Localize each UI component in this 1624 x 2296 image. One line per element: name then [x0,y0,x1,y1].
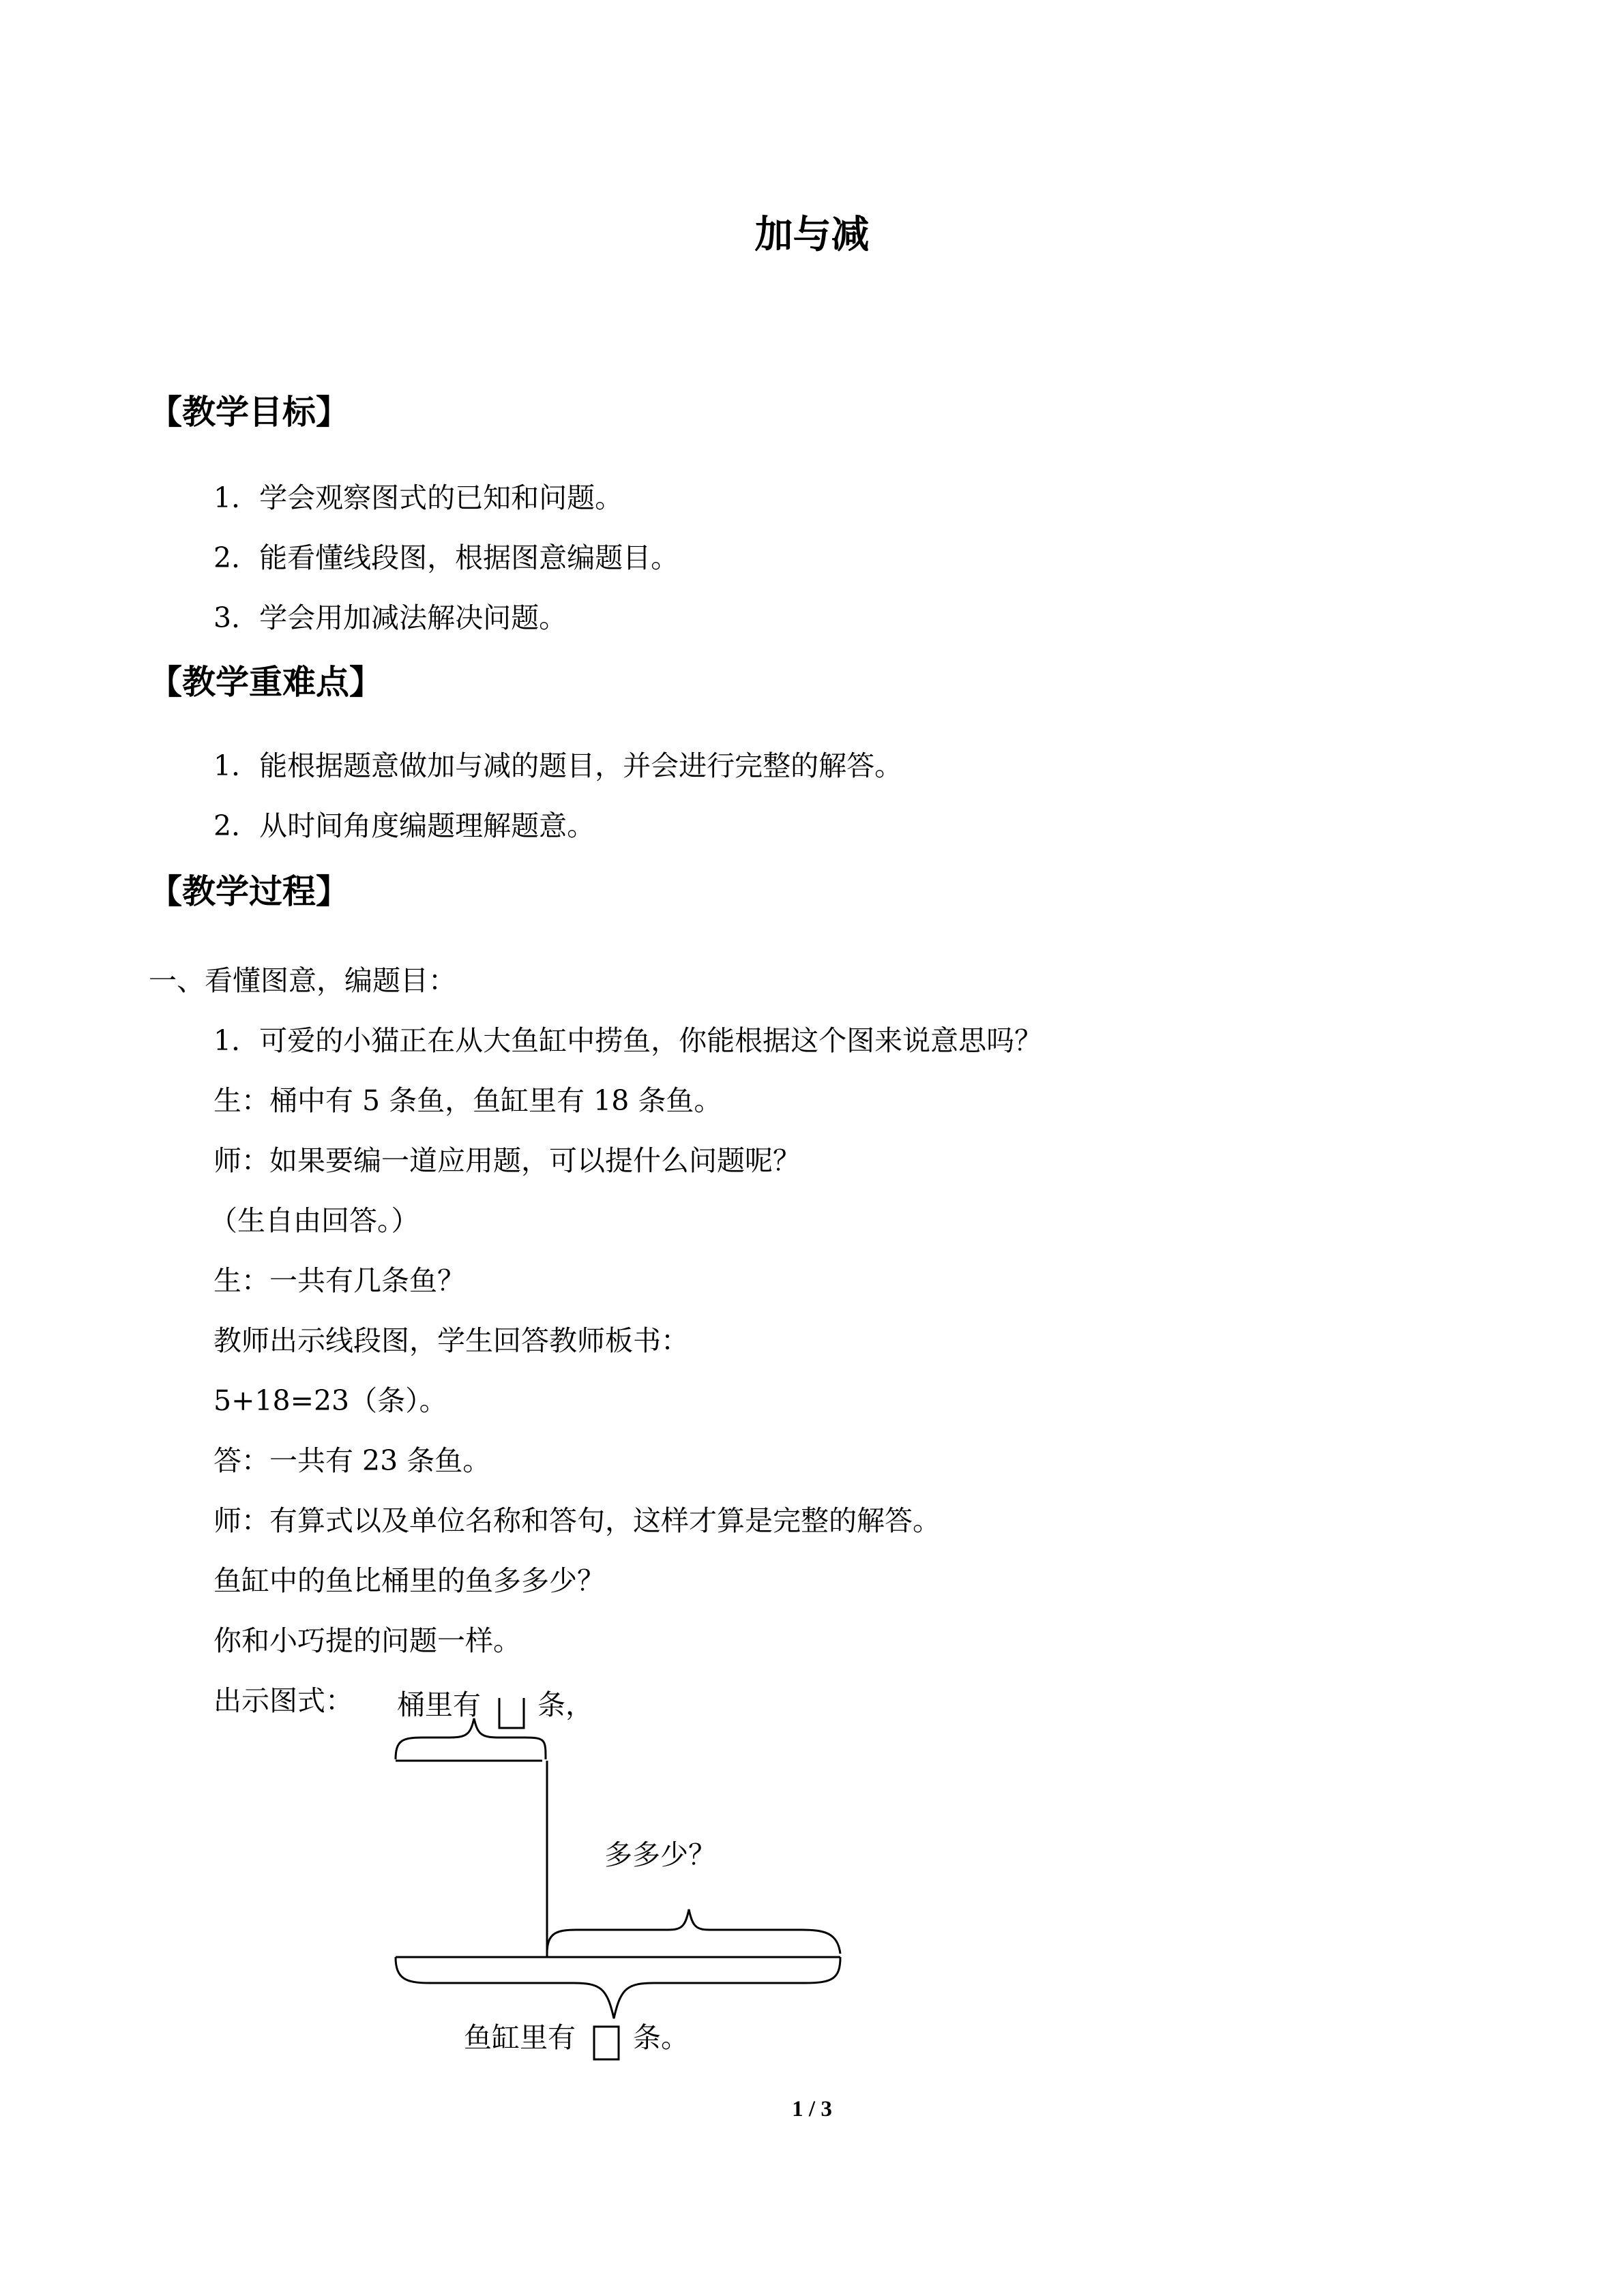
difference-label: 多多少？ [604,1838,716,1871]
bucket-label-suffix: 条， [537,1688,593,1721]
process-line: 答：一共有 23 条鱼。 [213,1444,491,1477]
bottom-brace [396,1957,840,2018]
heading-process: 【教学过程】 [149,872,350,911]
objective-item: 2．能看懂线段图，根据图意编题目。 [213,541,679,574]
bucket-answer-box [499,1698,524,1728]
objective-item: 1．学会观察图式的已知和问题。 [213,481,623,514]
process-line: 生：桶中有 5 条鱼，鱼缸里有 18 条鱼。 [213,1084,722,1117]
process-line: 5+18=23（条）。 [213,1384,447,1417]
tank-label-prefix: 鱼缸里有 [464,2021,576,2054]
difference-brace [547,1909,840,1954]
heading-objectives: 【教学目标】 [149,393,350,432]
bucket-label-prefix: 桶里有 [397,1688,481,1721]
heading-key-points: 【教学重难点】 [149,663,383,702]
process-line: 鱼缸中的鱼比桶里的鱼多多少？ [213,1564,605,1597]
page-number: 1 / 3 [792,2097,832,2121]
line-segment-diagram [382,1688,859,2080]
process-line: 你和小巧提的问题一样。 [213,1624,521,1657]
process-line: 师：如果要编一道应用题，可以提什么问题呢？ [213,1144,801,1177]
objective-item: 3．学会用加减法解决问题。 [213,601,567,634]
process-line: （生自由回答。） [209,1204,419,1237]
page-title: 加与减 [754,213,870,257]
part-one-heading: 一、看懂图意，编题目： [149,964,456,997]
process-line: 1．可爱的小猫正在从大鱼缸中捞鱼，你能根据这个图来说意思吗？ [213,1024,1043,1057]
key-point-item: 1．能根据题意做加与减的题目，并会进行完整的解答。 [213,749,903,782]
diagram-drawing [382,1698,859,2080]
process-line: 出示图式： [213,1684,353,1717]
key-point-item: 2．从时间角度编题理解题意。 [213,809,595,842]
process-line: 师：有算式以及单位名称和答句，这样才算是完整的解答。 [213,1504,941,1537]
tank-label-suffix: 条。 [633,2021,689,2054]
process-line: 教师出示线段图，学生回答教师板书： [213,1324,689,1357]
tank-answer-box [594,2027,619,2059]
process-line: 生：一共有几条鱼？ [213,1264,465,1297]
